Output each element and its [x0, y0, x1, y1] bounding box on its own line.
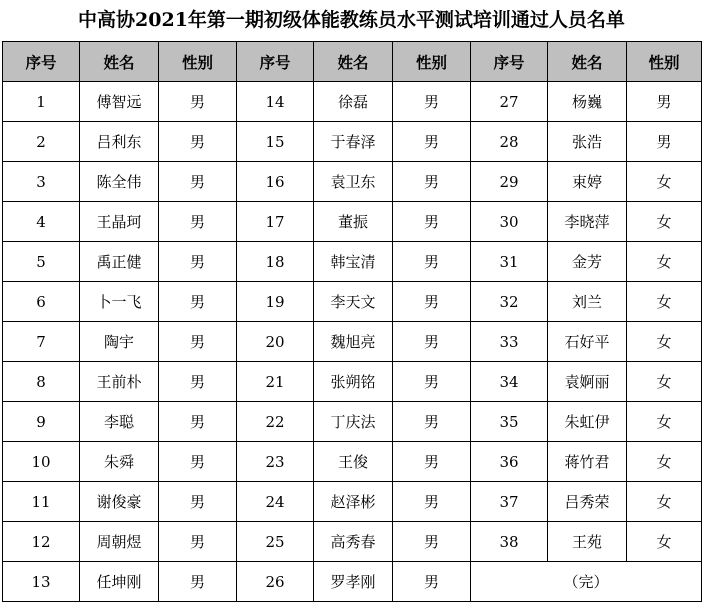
- cell-name: 于春泽: [314, 122, 393, 162]
- cell-seq: 25: [237, 522, 314, 562]
- cell-seq: 24: [237, 482, 314, 522]
- cell-name: 张浩: [548, 122, 627, 162]
- cell-name: 蒋竹君: [548, 442, 627, 482]
- cell-gender: 男: [393, 482, 471, 522]
- cell-gender: 男: [393, 362, 471, 402]
- cell-name: 陈全伟: [80, 162, 159, 202]
- cell-gender: 男: [159, 162, 237, 202]
- cell-gender: 男: [393, 82, 471, 122]
- table-row: [3, 402, 702, 442]
- cell-name: 卜一飞: [80, 282, 159, 322]
- header-gender: 性别: [627, 42, 702, 82]
- table-row: [3, 482, 702, 522]
- roster-table: [2, 41, 702, 602]
- cell-name: 石好平: [548, 322, 627, 362]
- cell-seq: 16: [237, 162, 314, 202]
- cell-seq: 28: [471, 122, 548, 162]
- cell-gender: 男: [393, 442, 471, 482]
- cell-name: 周朝煜: [80, 522, 159, 562]
- cell-seq: 27: [471, 82, 548, 122]
- cell-name: 傅智远: [80, 82, 159, 122]
- cell-name: 李聪: [80, 402, 159, 442]
- cell-gender: 女: [627, 442, 702, 482]
- cell-seq: 33: [471, 322, 548, 362]
- cell-gender: 男: [159, 482, 237, 522]
- header-name: 姓名: [314, 42, 393, 82]
- table-row: [3, 522, 702, 562]
- cell-name: 赵泽彬: [314, 482, 393, 522]
- cell-gender: 男: [627, 122, 702, 162]
- header-name: 姓名: [80, 42, 159, 82]
- cell-seq: 19: [237, 282, 314, 322]
- cell-seq: 14: [237, 82, 314, 122]
- header-seq: 序号: [471, 42, 548, 82]
- cell-seq: 32: [471, 282, 548, 322]
- cell-seq: 6: [3, 282, 80, 322]
- cell-name: 陶宇: [80, 322, 159, 362]
- cell-name: 禹正健: [80, 242, 159, 282]
- cell-name: 李天文: [314, 282, 393, 322]
- cell-gender: 男: [393, 282, 471, 322]
- cell-name: 张朔铭: [314, 362, 393, 402]
- cell-name: 李晓萍: [548, 202, 627, 242]
- table-row: [3, 322, 702, 362]
- cell-seq: 8: [3, 362, 80, 402]
- table-header-row: [3, 42, 702, 82]
- cell-gender: 女: [627, 402, 702, 442]
- table-row: [3, 162, 702, 202]
- cell-name: 吕利东: [80, 122, 159, 162]
- cell-seq: 13: [3, 562, 80, 602]
- cell-name: 刘兰: [548, 282, 627, 322]
- cell-seq: 23: [237, 442, 314, 482]
- cell-seq: 18: [237, 242, 314, 282]
- cell-seq: 26: [237, 562, 314, 602]
- cell-seq: 9: [3, 402, 80, 442]
- cell-name: 王苑: [548, 522, 627, 562]
- cell-seq: 7: [3, 322, 80, 362]
- cell-gender: 男: [393, 162, 471, 202]
- cell-seq: 38: [471, 522, 548, 562]
- table-row: [3, 82, 702, 122]
- cell-seq: 2: [3, 122, 80, 162]
- cell-seq: 34: [471, 362, 548, 402]
- cell-gender: 男: [159, 202, 237, 242]
- cell-seq: 15: [237, 122, 314, 162]
- cell-name: 丁庆法: [314, 402, 393, 442]
- cell-gender: 女: [627, 162, 702, 202]
- table-row: [3, 562, 702, 602]
- cell-seq: 22: [237, 402, 314, 442]
- cell-seq: 1: [3, 82, 80, 122]
- table-row: [3, 242, 702, 282]
- cell-gender: 男: [159, 322, 237, 362]
- table-row: [3, 282, 702, 322]
- cell-gender: 男: [393, 122, 471, 162]
- cell-gender: 男: [393, 562, 471, 602]
- cell-gender: 男: [159, 562, 237, 602]
- cell-seq: 5: [3, 242, 80, 282]
- cell-seq: 17: [237, 202, 314, 242]
- cell-seq: 29: [471, 162, 548, 202]
- cell-seq: 4: [3, 202, 80, 242]
- cell-seq: 30: [471, 202, 548, 242]
- table-row: [3, 362, 702, 402]
- table-row: [3, 442, 702, 482]
- cell-gender: 男: [159, 362, 237, 402]
- cell-name: 徐磊: [314, 82, 393, 122]
- cell-gender: 男: [159, 402, 237, 442]
- cell-seq: 35: [471, 402, 548, 442]
- table-body: [3, 82, 702, 602]
- cell-name: 袁卫东: [314, 162, 393, 202]
- cell-gender: 男: [393, 402, 471, 442]
- cell-seq: 10: [3, 442, 80, 482]
- cell-name: 罗孝刚: [314, 562, 393, 602]
- cell-name: 吕秀荣: [548, 482, 627, 522]
- cell-gender: 女: [627, 242, 702, 282]
- end-note: （完）: [471, 562, 702, 602]
- table-row: [3, 122, 702, 162]
- cell-gender: 男: [393, 522, 471, 562]
- cell-gender: 男: [393, 202, 471, 242]
- cell-name: 王晶珂: [80, 202, 159, 242]
- cell-gender: 男: [159, 442, 237, 482]
- cell-seq: 11: [3, 482, 80, 522]
- cell-name: 袁婀丽: [548, 362, 627, 402]
- cell-name: 朱虹伊: [548, 402, 627, 442]
- cell-gender: 男: [393, 242, 471, 282]
- cell-gender: 女: [627, 482, 702, 522]
- cell-name: 束婷: [548, 162, 627, 202]
- cell-seq: 31: [471, 242, 548, 282]
- cell-gender: 男: [159, 522, 237, 562]
- cell-gender: 女: [627, 282, 702, 322]
- cell-name: 高秀春: [314, 522, 393, 562]
- cell-name: 韩宝清: [314, 242, 393, 282]
- cell-gender: 女: [627, 322, 702, 362]
- cell-gender: 男: [159, 82, 237, 122]
- cell-name: 杨巍: [548, 82, 627, 122]
- header-name: 姓名: [548, 42, 627, 82]
- cell-seq: 20: [237, 322, 314, 362]
- cell-seq: 21: [237, 362, 314, 402]
- cell-seq: 12: [3, 522, 80, 562]
- table-row: [3, 202, 702, 242]
- header-gender: 性别: [159, 42, 237, 82]
- cell-name: 金芳: [548, 242, 627, 282]
- cell-gender: 女: [627, 362, 702, 402]
- cell-name: 王俊: [314, 442, 393, 482]
- header-seq: 序号: [3, 42, 80, 82]
- cell-seq: 37: [471, 482, 548, 522]
- cell-gender: 男: [159, 282, 237, 322]
- cell-name: 谢俊豪: [80, 482, 159, 522]
- cell-name: 王前朴: [80, 362, 159, 402]
- cell-seq: 36: [471, 442, 548, 482]
- cell-gender: 女: [627, 202, 702, 242]
- cell-name: 魏旭亮: [314, 322, 393, 362]
- header-gender: 性别: [393, 42, 471, 82]
- page-title: 中高协2021年第一期初级体能教练员水平测试培训通过人员名单: [78, 9, 625, 31]
- cell-seq: 3: [3, 162, 80, 202]
- cell-gender: 男: [393, 322, 471, 362]
- cell-gender: 女: [627, 522, 702, 562]
- cell-name: 董振: [314, 202, 393, 242]
- cell-name: 朱舜: [80, 442, 159, 482]
- cell-gender: 男: [627, 82, 702, 122]
- cell-name: 任坤刚: [80, 562, 159, 602]
- cell-gender: 男: [159, 122, 237, 162]
- header-seq: 序号: [237, 42, 314, 82]
- cell-gender: 男: [159, 242, 237, 282]
